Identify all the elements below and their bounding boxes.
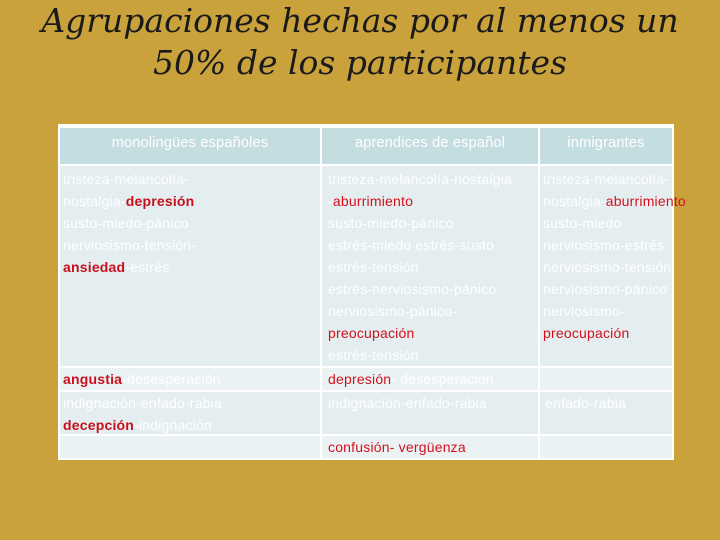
cell-line: [543, 190, 686, 212]
highlighted-term: depresión: [328, 371, 392, 387]
highlighted-term: decepción: [63, 417, 135, 433]
cell-line: indignación-enfado-rabia: [63, 395, 222, 411]
cell-r4-monolingues: [60, 436, 320, 458]
cell-r3-inmigrantes: [540, 392, 672, 434]
highlighted-term: angustia: [63, 371, 123, 387]
cell-line: nerviosismo-estrés: [543, 237, 665, 253]
cell-r2-aprendices: [322, 368, 538, 390]
highlighted-term: depresión: [125, 193, 195, 209]
cell-r4-inmigrantes: [540, 436, 672, 458]
cell-line: [328, 436, 538, 458]
cell-line: tristeza-melancolía-: [63, 171, 190, 187]
cell-r2-monolingues: [60, 368, 320, 390]
cell-line: [328, 190, 538, 212]
cell-line: indignación-enfado-rabia: [328, 395, 487, 411]
cell-line: [328, 368, 538, 390]
cell-r1-monolingues: [60, 166, 320, 366]
cell-line: nerviosismo-: [543, 303, 625, 319]
cell-line: susto-miedo: [543, 215, 622, 231]
cell-r1-inmigrantes: [540, 166, 686, 366]
cell-r3-monolingues: [60, 392, 320, 434]
cell-line: estrés-tensión: [328, 347, 419, 363]
header-monolingues: monolingües españoles: [60, 128, 320, 164]
cell-r4-aprendices: [322, 436, 538, 458]
cell-line: nerviosismo-pánico-: [328, 303, 458, 319]
cell-r1-aprendices: [322, 166, 538, 366]
highlighted-term: confusión- vergüenza: [328, 439, 466, 455]
cell-line: nerviosismo-pánico: [543, 281, 668, 297]
cell-line: tristeza-melancolía-nostalgia: [328, 171, 512, 187]
cell-line: susto-miedo-pánico: [328, 215, 454, 231]
highlighted-term: aburrimiento: [605, 193, 686, 209]
cell-line: [328, 322, 538, 344]
cell-r3-aprendices: [322, 392, 538, 434]
slide-title: [0, 0, 720, 84]
term-text: -estrés: [125, 259, 170, 275]
term-text: nostalgia-: [543, 193, 606, 209]
cell-line: [63, 190, 320, 212]
highlighted-term: ansiedad: [63, 259, 126, 275]
cell-line: estrés-nerviosismo-pánico: [328, 281, 497, 297]
cell-line: [543, 322, 672, 344]
highlighted-term: aburrimiento: [332, 193, 414, 209]
cell-line: nerviosismo-tensión-: [63, 237, 197, 253]
cell-line: estrés-miedo estrés-susto: [328, 237, 495, 253]
term-text: nostalgia-: [63, 193, 126, 209]
cell-line: estrés-tensión: [328, 259, 419, 275]
slide-title-line-1: Agrupaciones hechas por al menos un: [41, 1, 679, 40]
term-text: -desesperación: [122, 371, 221, 387]
cell-line: [63, 256, 320, 278]
groupings-table: [58, 124, 686, 460]
slide-title-line-2: 50% de los participantes: [152, 43, 568, 82]
term-text: -: [328, 193, 333, 209]
cell-line: tristeza-melancolía-: [543, 171, 670, 187]
cell-line: [63, 414, 320, 436]
cell-line: susto-miedo-pánico: [63, 215, 189, 231]
header-aprendices: aprendices de español: [322, 128, 538, 164]
highlighted-term: preocupación: [328, 325, 415, 341]
cell-line: [63, 368, 320, 390]
term-text: -indignación: [134, 417, 212, 433]
highlighted-term: preocupación: [543, 325, 630, 341]
cell-line: nerviosismo-tensión: [543, 259, 672, 275]
cell-line: enfado-rabia: [545, 395, 627, 411]
cell-r2-inmigrantes: [540, 368, 672, 390]
term-text: - desesperación: [391, 371, 494, 387]
header-inmigrantes: inmigrantes: [540, 128, 672, 164]
